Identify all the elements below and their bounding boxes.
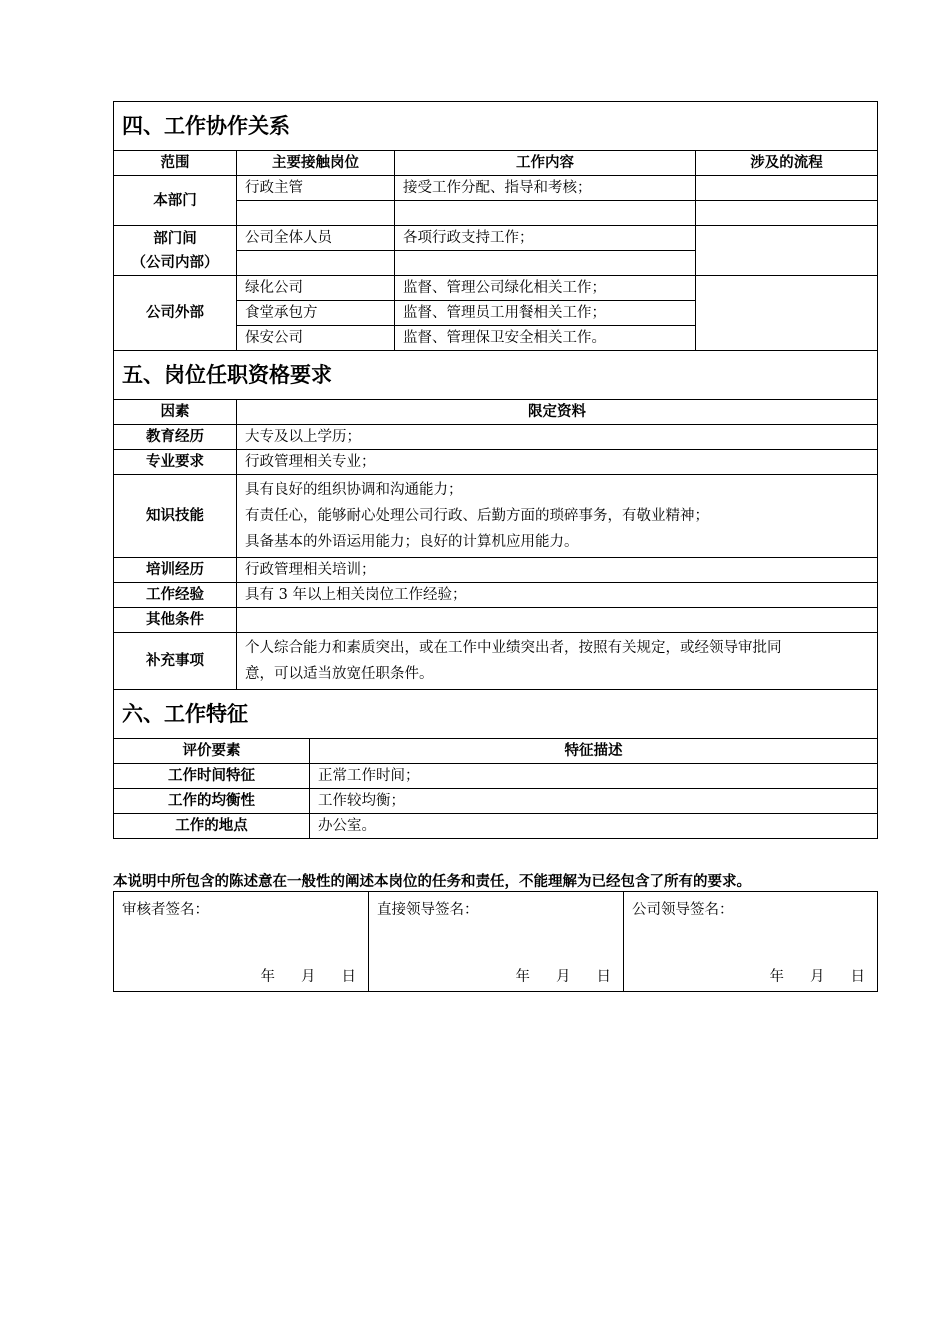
header-eval-factor: 评价要素: [114, 739, 310, 764]
year-label: 年: [769, 969, 784, 985]
table-row: [114, 633, 878, 690]
process-cell: [696, 226, 878, 276]
requirement-value: 行政管理相关专业；: [237, 450, 878, 475]
interdept-label-line2: （公司内部）: [131, 254, 219, 271]
month-label: 月: [810, 969, 825, 985]
company-leader-signature-box[interactable]: [624, 892, 878, 992]
work-content: 接受工作分配、指导和考核；: [395, 176, 696, 201]
table-row: [114, 425, 878, 450]
requirement-line: 有责任心，能够耐心处理公司行政、后勤方面的琐碎事务，有敬业精神；: [245, 508, 709, 524]
company-leader-signature-label: 公司领导签名：: [632, 902, 734, 918]
month-label: 月: [301, 969, 316, 985]
contact-post: 行政主管: [237, 176, 395, 201]
requirement-value: [237, 475, 878, 558]
section5-title: 五、岗位任职资格要求: [114, 351, 878, 400]
signature-date: [490, 965, 612, 989]
contact-post: 保安公司: [237, 326, 395, 351]
interdept-label-line1: 部门间: [153, 230, 197, 247]
process-cell: [696, 276, 878, 351]
table-row: [114, 789, 878, 814]
requirement-line: 意，可以适当放宽任职条件。: [245, 666, 434, 682]
contact-post: [237, 251, 395, 276]
requirement-line: 具有良好的组织协调和沟通能力；: [245, 482, 463, 498]
section4-header-row: [114, 151, 878, 176]
requirement-value: 具有 3 年以上相关岗位工作经验；: [237, 583, 878, 608]
factor-label: 工作经验: [114, 583, 237, 608]
table-row: [114, 450, 878, 475]
day-label: 日: [850, 969, 865, 985]
section6-title: 六、工作特征: [114, 690, 878, 739]
header-scope: 范围: [114, 151, 237, 176]
work-content: 各项行政支持工作；: [395, 226, 696, 251]
table-row: [114, 475, 878, 558]
header-factor: 因素: [114, 400, 237, 425]
section4-title: 四、工作协作关系: [114, 102, 878, 151]
day-label: 日: [341, 969, 356, 985]
requirement-value: 大专及以上学历；: [237, 425, 878, 450]
work-content: 监督、管理保卫安全相关工作。: [395, 326, 696, 351]
factor-label: 专业要求: [114, 450, 237, 475]
external-label: 公司外部: [114, 276, 237, 351]
section6-header-row: [114, 739, 878, 764]
factor-label: 教育经历: [114, 425, 237, 450]
job-description-page: [113, 101, 877, 839]
day-label: 日: [596, 969, 611, 985]
requirement-value: [237, 608, 878, 633]
feature-value: 正常工作时间；: [310, 764, 878, 789]
requirement-value: [237, 633, 878, 690]
table-row: [114, 583, 878, 608]
eval-label: 工作的均衡性: [114, 789, 310, 814]
interdept-label: [114, 226, 237, 276]
header-feature-desc: 特征描述: [310, 739, 878, 764]
feature-value: 工作较均衡；: [310, 789, 878, 814]
year-label: 年: [260, 969, 275, 985]
requirement-value: 行政管理相关培训；: [237, 558, 878, 583]
month-label: 月: [556, 969, 571, 985]
table-row: [114, 558, 878, 583]
work-content: 监督、管理员工用餐相关工作；: [395, 301, 696, 326]
factor-label: 补充事项: [114, 633, 237, 690]
header-work-content: 工作内容: [395, 151, 696, 176]
table-row: [114, 276, 878, 301]
table-row: [114, 176, 878, 201]
work-content: [395, 201, 696, 226]
eval-label: 工作时间特征: [114, 764, 310, 789]
year-label: 年: [515, 969, 530, 985]
reviewer-signature-box[interactable]: [114, 892, 369, 992]
feature-table: [113, 738, 878, 839]
table-row: [114, 814, 878, 839]
work-content: 监督、管理公司绿化相关工作；: [395, 276, 696, 301]
direct-leader-signature-label: 直接领导签名：: [377, 902, 479, 918]
contact-post: [237, 201, 395, 226]
table-row: [114, 226, 878, 251]
header-contact-post: 主要接触岗位: [237, 151, 395, 176]
table-row: [114, 764, 878, 789]
process-cell: [696, 176, 878, 201]
feature-value: 办公室。: [310, 814, 878, 839]
work-content: [395, 251, 696, 276]
reviewer-signature-label: 审核者签名：: [122, 902, 209, 918]
requirement-line: 个人综合能力和素质突出，或在工作中业绩突出者，按照有关规定，或经领导审批同: [245, 640, 782, 656]
header-process: 涉及的流程: [696, 151, 878, 176]
section5-header-row: [114, 400, 878, 425]
contact-post: 食堂承包方: [237, 301, 395, 326]
dept-label: 本部门: [114, 176, 237, 226]
contact-post: 公司全体人员: [237, 226, 395, 251]
factor-label: 知识技能: [114, 475, 237, 558]
signature-table: [113, 891, 878, 992]
signature-date: [235, 965, 357, 989]
table-row: [114, 608, 878, 633]
signature-date: [744, 965, 866, 989]
factor-label: 培训经历: [114, 558, 237, 583]
disclaimer-note: 本说明中所包含的陈述意在一般性的阐述本岗位的任务和责任，不能理解为已经包含了所有的要求。: [113, 874, 751, 890]
requirement-line: 具备基本的外语运用能力；良好的计算机应用能力。: [245, 534, 579, 550]
factor-label: 其他条件: [114, 608, 237, 633]
process-cell: [696, 201, 878, 226]
header-requirement: 限定资料: [237, 400, 878, 425]
contact-post: 绿化公司: [237, 276, 395, 301]
direct-leader-signature-box[interactable]: [369, 892, 624, 992]
main-table: [113, 101, 878, 739]
eval-label: 工作的地点: [114, 814, 310, 839]
